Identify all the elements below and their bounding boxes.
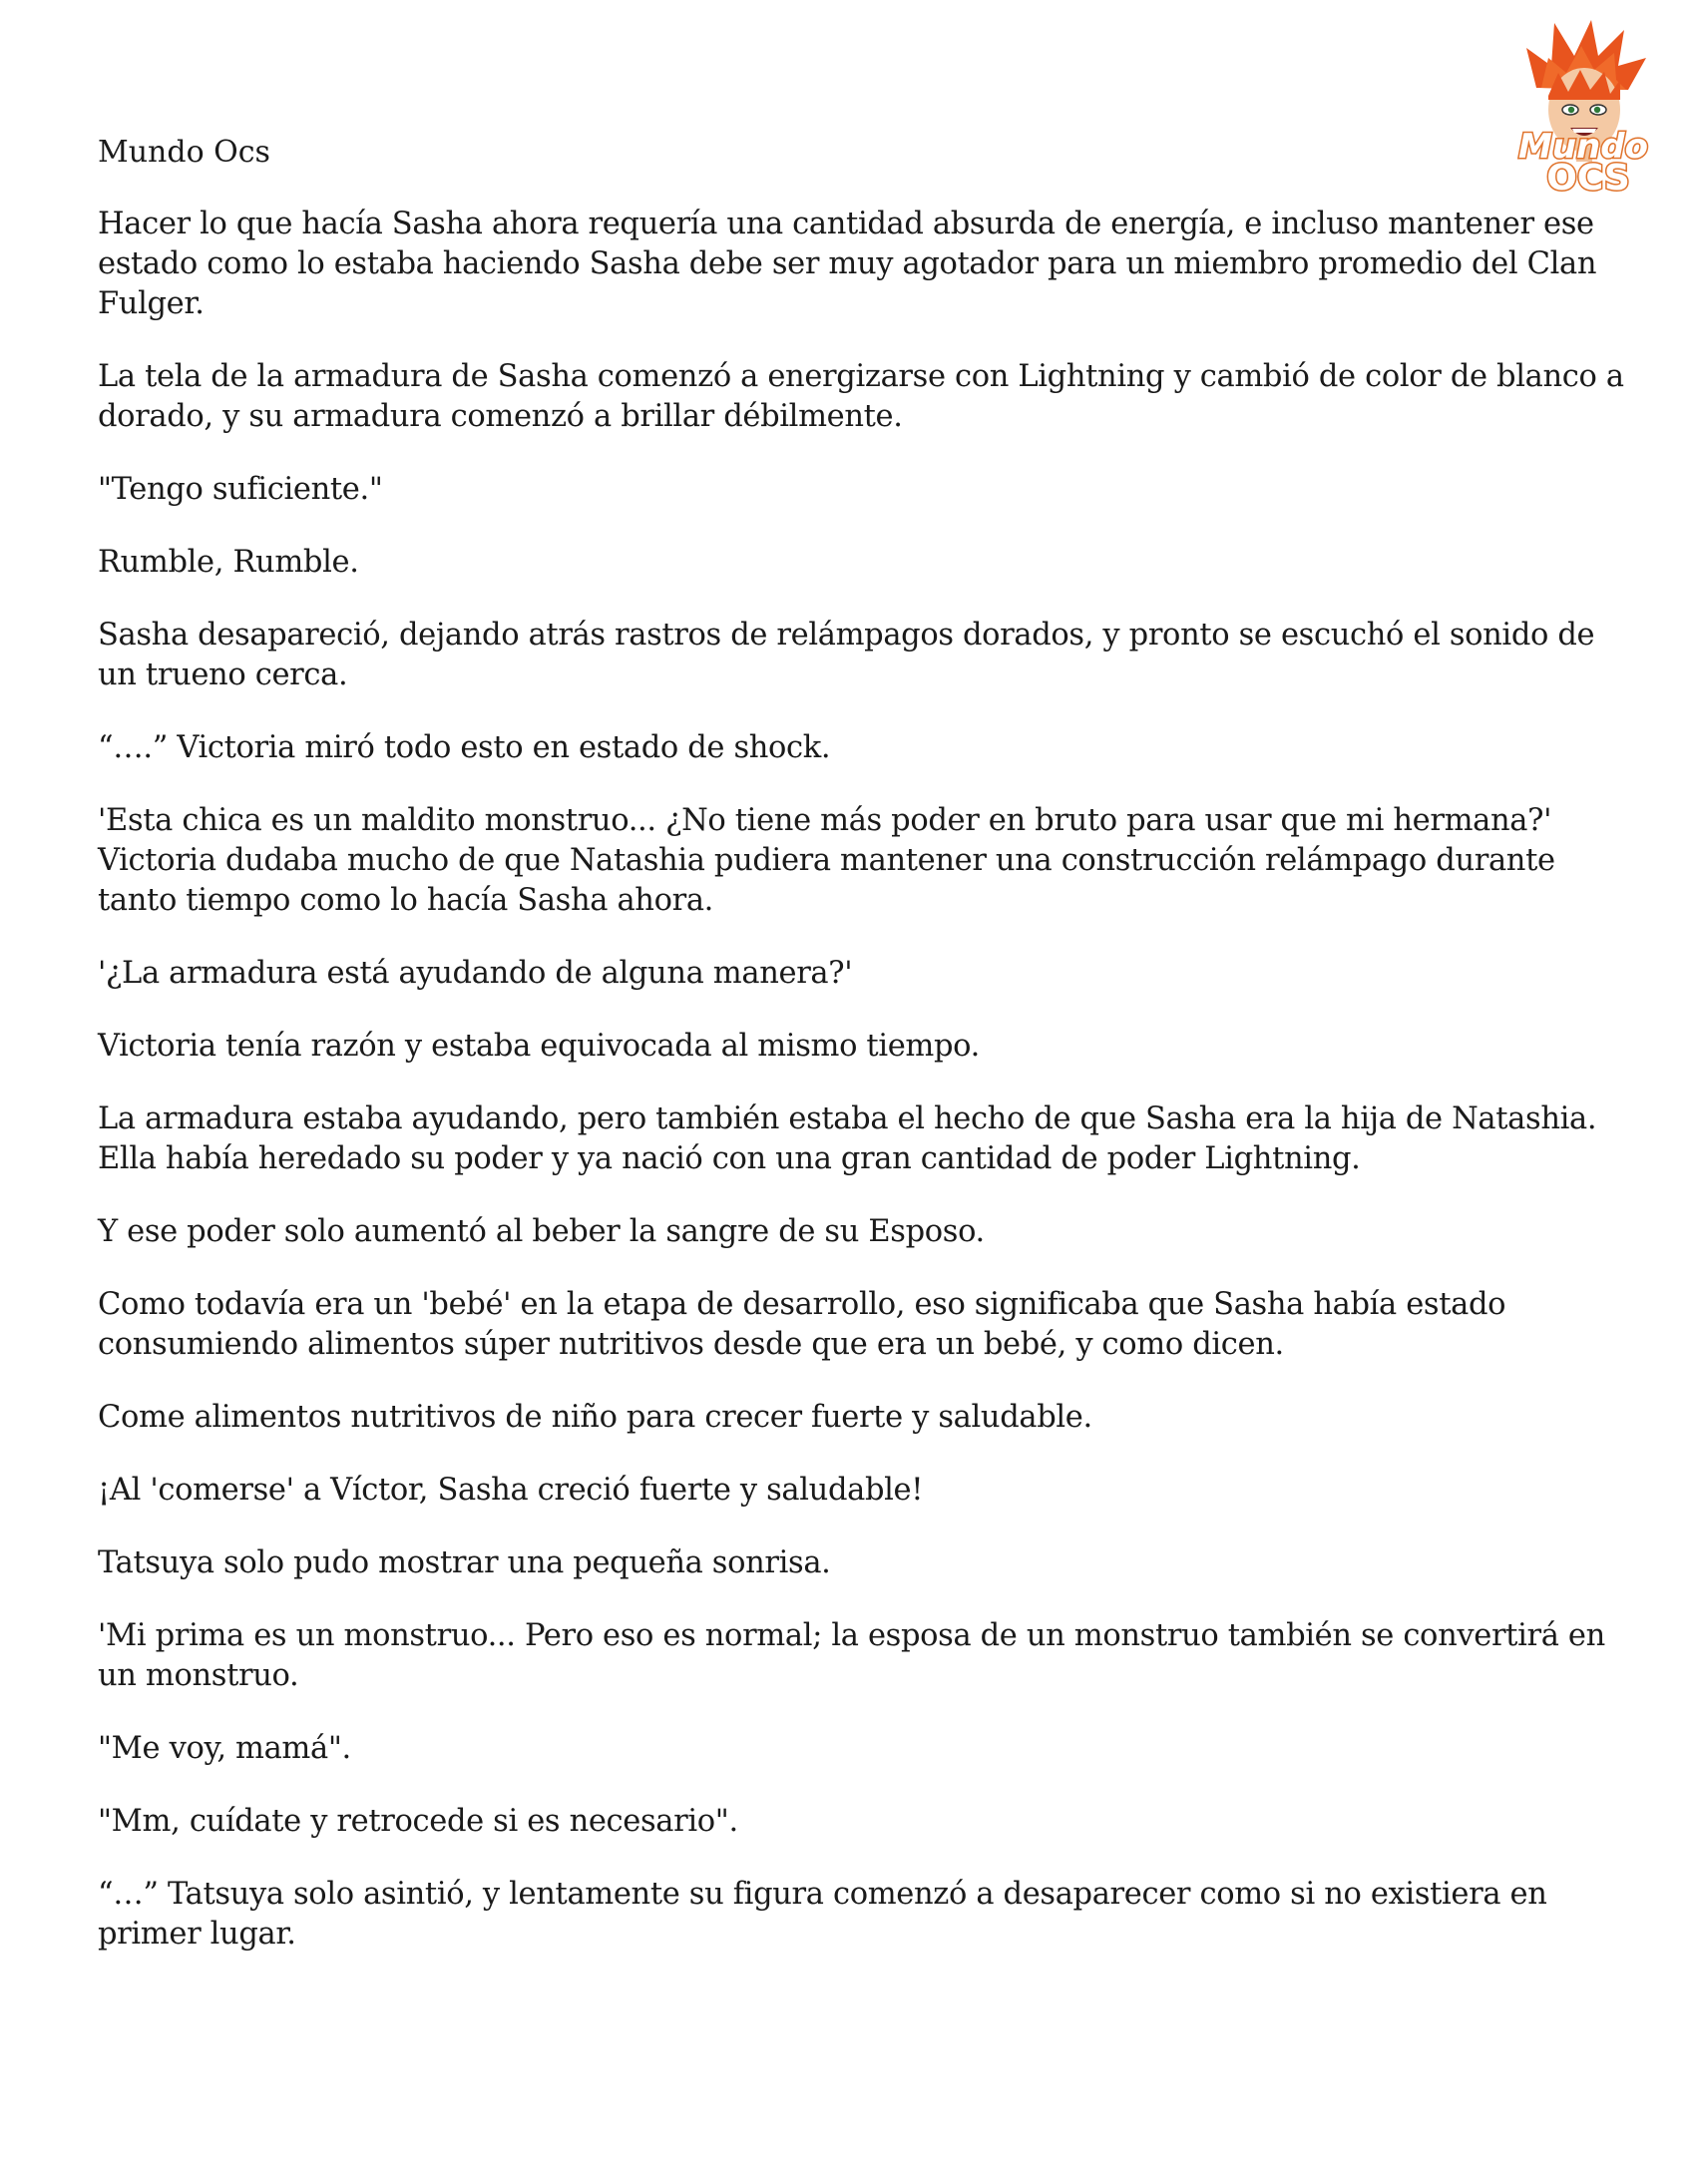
paragraph: "Tengo suficiente." [98,472,383,507]
paragraph: "Me voy, mamá". [98,1731,351,1766]
paragraph: Tatsuya solo pudo mostrar una pequeña sonrisa. [98,1545,831,1580]
paragraph: Victoria tenía razón y estaba equivocada al mismo tiempo. [98,1029,981,1064]
paragraph: Rumble, Rumble. [98,545,359,580]
document-title: Mundo Ocs [98,135,270,170]
paragraph: 'Esta chica es un maldito monstruo... ¿No tiene más poder en bruto para usar que mi hermana?' Victoria dudaba mucho de que Natashia pudiera mantener una construcción relámpago durante tanto tiempo como lo hacía Sasha ahora. [98,803,1555,918]
mundo-ocs-logo [1496,18,1671,198]
logo-text-ocs: OCS [1546,158,1630,198]
paragraph: 'Mi prima es un monstruo... Pero eso es normal; la esposa de un monstruo también se convertirá en un monstruo. [98,1618,1605,1693]
document-body [98,205,1634,1987]
paragraph: Y ese poder solo aumentó al beber la sangre de su Esposo. [98,1214,985,1249]
paragraph: '¿La armadura está ayudando de alguna manera?' [98,956,853,991]
paragraph: Come alimentos nutritivos de niño para crecer fuerte y saludable. [98,1400,1092,1435]
paragraph: Como todavía era un 'bebé' en la etapa de desarrollo, eso significaba que Sasha había estado consumiendo alimentos súper nutritivos desde que era un bebé, y como dicen. [98,1287,1506,1362]
paragraph: “….” Victoria miró todo esto en estado de shock. [98,730,831,765]
paragraph: Sasha desapareció, dejando atrás rastros de relámpagos dorados, y pronto se escuchó el sonido de un trueno cerca. [98,618,1595,692]
logo-text-mundo: Mundo [1518,127,1648,167]
paragraph: Hacer lo que hacía Sasha ahora requería una cantidad absurda de energía, e incluso mantener ese estado como lo estaba haciendo Sasha debe ser muy agotador para un miembro promedio del Clan Fulger. [98,207,1597,321]
paragraph: “…” Tatsuya solo asintió, y lentamente su figura comenzó a desaparecer como si no existiera en primer lugar. [98,1877,1547,1952]
paragraph: La armadura estaba ayudando, pero también estaba el hecho de que Sasha era la hija de Natashia. Ella había heredado su poder y ya nació con una gran cantidad de poder Lightning. [98,1101,1597,1176]
paragraph: ¡Al 'comerse' a Víctor, Sasha creció fuerte y saludable! [98,1473,924,1508]
paragraph: "Mm, cuídate y retrocede si es necesario". [98,1804,738,1839]
paragraph: La tela de la armadura de Sasha comenzó a energizarse con Lightning y cambió de color de blanco a dorado, y su armadura comenzó a brillar débilmente. [98,359,1624,434]
